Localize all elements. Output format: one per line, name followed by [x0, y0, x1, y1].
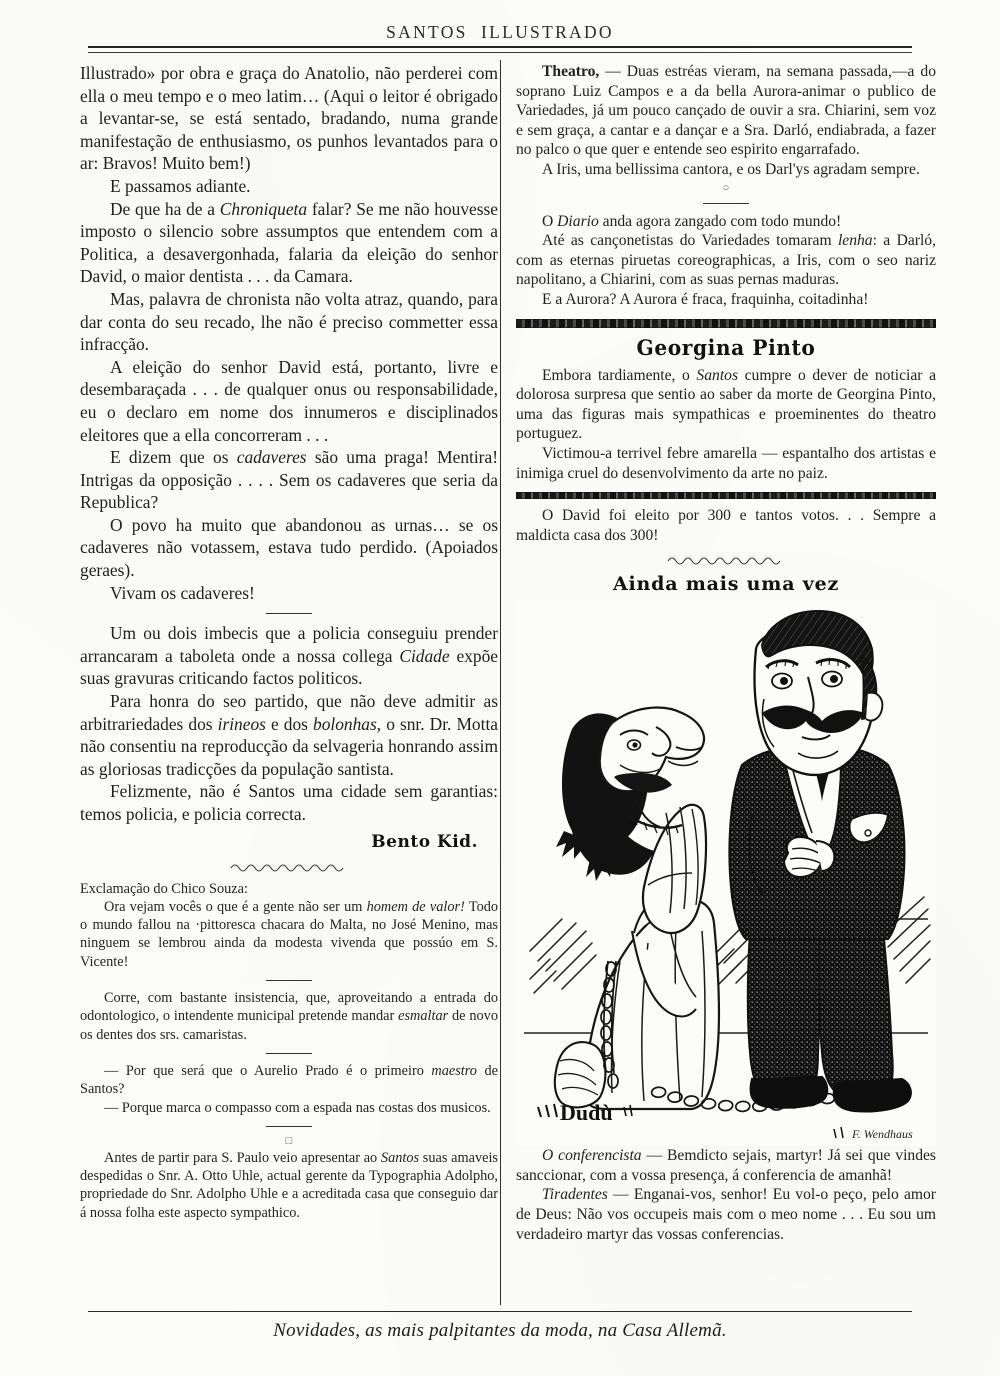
author-signature: Bento Kid. — [371, 831, 478, 852]
dot-ornament: □ — [285, 1134, 293, 1147]
right-column — [516, 62, 936, 1244]
paragraph: Felizmente, não é Santos uma cidade sem garantias: temos policia, e policia correcta. — [80, 781, 498, 824]
paragraph: E passamos adiante. — [110, 175, 251, 196]
text-run: Corre, com bastante insistencia, que, aproveitando a entrada do odontologico, o intendente municipal pretende mandar — [80, 990, 498, 1025]
masthead-rule — [88, 46, 912, 53]
section-separator — [266, 1126, 312, 1127]
page-title: SANTOS ILLUSTRADO — [386, 22, 614, 42]
dot-ornament: ○ — [722, 181, 730, 194]
paragraph — [80, 198, 498, 288]
text-run: expõe suas gravuras criticando factos politicos. — [80, 645, 498, 689]
emphasis: esmaltar — [398, 1008, 449, 1025]
text-run: — Por que será que o Aurelio Prado é o primeiro — [104, 1062, 432, 1079]
text-run: de Santos? — [80, 1062, 498, 1098]
emphasis: Santos — [696, 366, 739, 384]
cartoon-drawing — [516, 601, 936, 1146]
text-run: cumpre o dever de noticiar a dolorosa surpresa que sentio ao saber da morte de Georgina Pinto, uma das figuras mais sympathicas e proeminentes do theatro portuguez. — [516, 366, 936, 443]
paragraph: Vivam os cadaveres! — [110, 582, 255, 603]
section-separator — [266, 1053, 312, 1054]
paragraph: E a Aurora? A Aurora é fraca, fraquinha, coitadinha! — [542, 290, 869, 308]
paragraph — [516, 212, 936, 232]
text-run: são uma praga! Mentira! Intrigas da opposição . . . . Sem os cadaveres que seria da Republica? — [80, 447, 498, 513]
emphasis: Santos — [380, 1149, 420, 1166]
text-run: E dizem que os — [110, 447, 237, 468]
paragraph: Victimou-a terrivel febre amarella — espantalho dos artistas e inimiga cruel do desenvolvimento da arte no paiz. — [516, 444, 936, 482]
section-lead: Theatro, — [542, 63, 600, 80]
wave-separator-icon — [229, 859, 349, 875]
section-separator — [266, 613, 312, 614]
paragraph: O povo ha muito que abandonou as urnas… se os cadaveres não votassem, estava tudo perdido. (Apoiados geraes). — [80, 514, 498, 581]
dudu-text: Dudù — [560, 1100, 613, 1126]
ornamental-rule — [516, 492, 936, 499]
text-run: Para honra do seo partido, que não deve admitir as arbitrariedades dos — [80, 691, 498, 734]
wave-separator-icon — [666, 552, 786, 568]
paragraph — [80, 446, 498, 514]
column-divider — [500, 60, 501, 1305]
section-separator — [703, 203, 749, 204]
emphasis: maestro — [431, 1062, 477, 1079]
paragraph: O David foi eleito por 300 e tantos votos. . . Sempre a maldicta casa dos 300! — [516, 507, 936, 544]
note-paragraph — [80, 1062, 498, 1099]
text-run: de novo os dentes dos srs. camaristas. — [80, 1008, 498, 1043]
cartoon-caption — [516, 1146, 936, 1185]
text-run: e dos — [265, 713, 313, 734]
paragraph: A Iris, uma bellissima cantora, e os Darl'ys agradam sempre. — [542, 160, 920, 178]
note-paragraph — [80, 898, 498, 971]
text-run: Embora tardiamente, o — [542, 366, 697, 384]
left-column — [80, 62, 498, 1222]
note-paragraph: — Porque marca o compasso com a espada nas costas dos musicos. — [104, 1099, 491, 1116]
note-intro: Exclamação do Chico Souza: — [80, 880, 248, 897]
speaker-name: Tiradentes — [542, 1186, 608, 1204]
section-separator — [266, 980, 312, 981]
text-run: Antes de partir para S. Paulo veio apresentar ao — [104, 1149, 381, 1166]
text-run: suas amaveis despedidas o Snr. A. Otto Uhle, actual gerente da Typographia Adolpho, propriedade do Snr. Adolpho Uhle e a acreditada casa que conseguio dar á nossa folha este aspecto sympathico. — [80, 1149, 498, 1221]
paragraph — [516, 231, 936, 290]
emphasis: Cidade — [399, 645, 450, 666]
emphasis: cadaveres — [236, 447, 307, 468]
text-run: — Duas estréas vieram, na semana passada,—a do soprano Luiz Campos e a da bella Aurora-animar o publico de Variedades, já um pouco cançado de ouvir a sra. Chiarini, sem voz e sem graça, a cantar e a dançar e a Sra. Darló, endiabrada, a fazer no palco o que quer e entende seo espirito engarrafado. — [516, 63, 936, 159]
emphasis: bolonhas — [313, 713, 377, 734]
emphasis: lenha — [837, 232, 873, 250]
text-run: — Enganai-vos, senhor! Eu vol-o peço, pelo amor de Deus: Não vos occupeis mais com o meo nome . . . Eu sou um verdadeiro martyr das vossas conferencias. — [516, 1186, 936, 1243]
political-cartoon — [516, 601, 936, 1146]
text-run: — Bemdicto sejais, martyr! Já sei que vindes sanccionar, com a vossa presença, á conferencia de amanhã! — [516, 1147, 936, 1184]
text-run: falar? Se me não houvesse imposto o silencio sobre assumptos que entendem com a Politica, a desavergonhada, falaria da eleição do senhor David, o maior dentista . . . da Camara. — [80, 198, 498, 287]
speaker-name: O conferencista — [542, 1147, 642, 1165]
note-paragraph — [80, 989, 498, 1044]
footer-advertisement: Novidades, as mais palpitantes da moda, na Casa Allemã. — [273, 1320, 727, 1341]
masthead — [88, 22, 912, 43]
emphasis: Diario — [557, 212, 599, 230]
emphasis: homem de valor! — [366, 898, 465, 915]
cartoon-title: Ainda mais uma vez — [612, 573, 840, 596]
emphasis: Chroniqueta — [219, 198, 308, 219]
ornamental-rule — [516, 319, 936, 328]
theatro-paragraph — [516, 62, 936, 160]
text-run: , o snr. Dr. Motta não consentiu na reproducção da selvageria honrando assim as gloriosas tradicções da população santista. — [80, 713, 499, 779]
text-run: O — [542, 212, 558, 230]
paragraph: Mas, palavra de chronista não volta atraz, quando, para dar conta do seu recado, lhe não é preciso commetter essa infracção. — [80, 288, 498, 355]
paragraph — [80, 690, 498, 780]
text-run: anda agora zangado com todo mundo! — [598, 212, 842, 230]
footer-rule — [88, 1311, 912, 1315]
fist — [784, 837, 822, 877]
paragraph — [516, 366, 936, 444]
paragraph: Illustrado» por obra e graça do Anatolio, não perderei com ella o meu tempo e o meo latim… (Aqui o leitor é obrigado a levantar-se, se está sentado, bradando, numa grande manifestação de enthusiasmo, os punhos levantados para o ar: Bravos! Muito bem!) — [80, 63, 498, 174]
section-headline: Georgina Pinto — [636, 334, 816, 360]
note-paragraph — [80, 1149, 498, 1222]
paragraph: A eleição do senhor David está, portanto, livre e desembaraçada . . . de qualquer onus ou responsabilidade, eu o declaro em nome dos innumeros e disciplinados eleitores que a ella concorreram . . . — [80, 356, 498, 445]
text-run: Até as cançonetistas do Variedades tomaram — [542, 232, 838, 250]
paragraph — [80, 622, 498, 690]
text-run: Ora vejam vocês o que é a gente não ser um — [104, 898, 367, 915]
text-run: : a Darló, com as eternas piruetas coreographicas, a Iris, com o seo nariz napolitano, a Chiarini, com as suas pernas maduras. — [516, 232, 936, 289]
artist-signature-text: F. Wendhaus — [852, 1127, 913, 1142]
cartoon-caption — [516, 1185, 936, 1244]
text-run: Todo o mundo fallou na ·pittoresca chacara do Malta, no José Menino, mas ninguem se lembrou ainda da modesta vivenda que possúo em S. Vicente! — [80, 898, 499, 970]
text-run: Um ou dois imbecis que a policia conseguiu prender arrancaram a taboleta onde a nossa collega — [80, 623, 498, 666]
text-run: De que ha de a — [110, 198, 220, 219]
emphasis: irineos — [217, 713, 266, 734]
